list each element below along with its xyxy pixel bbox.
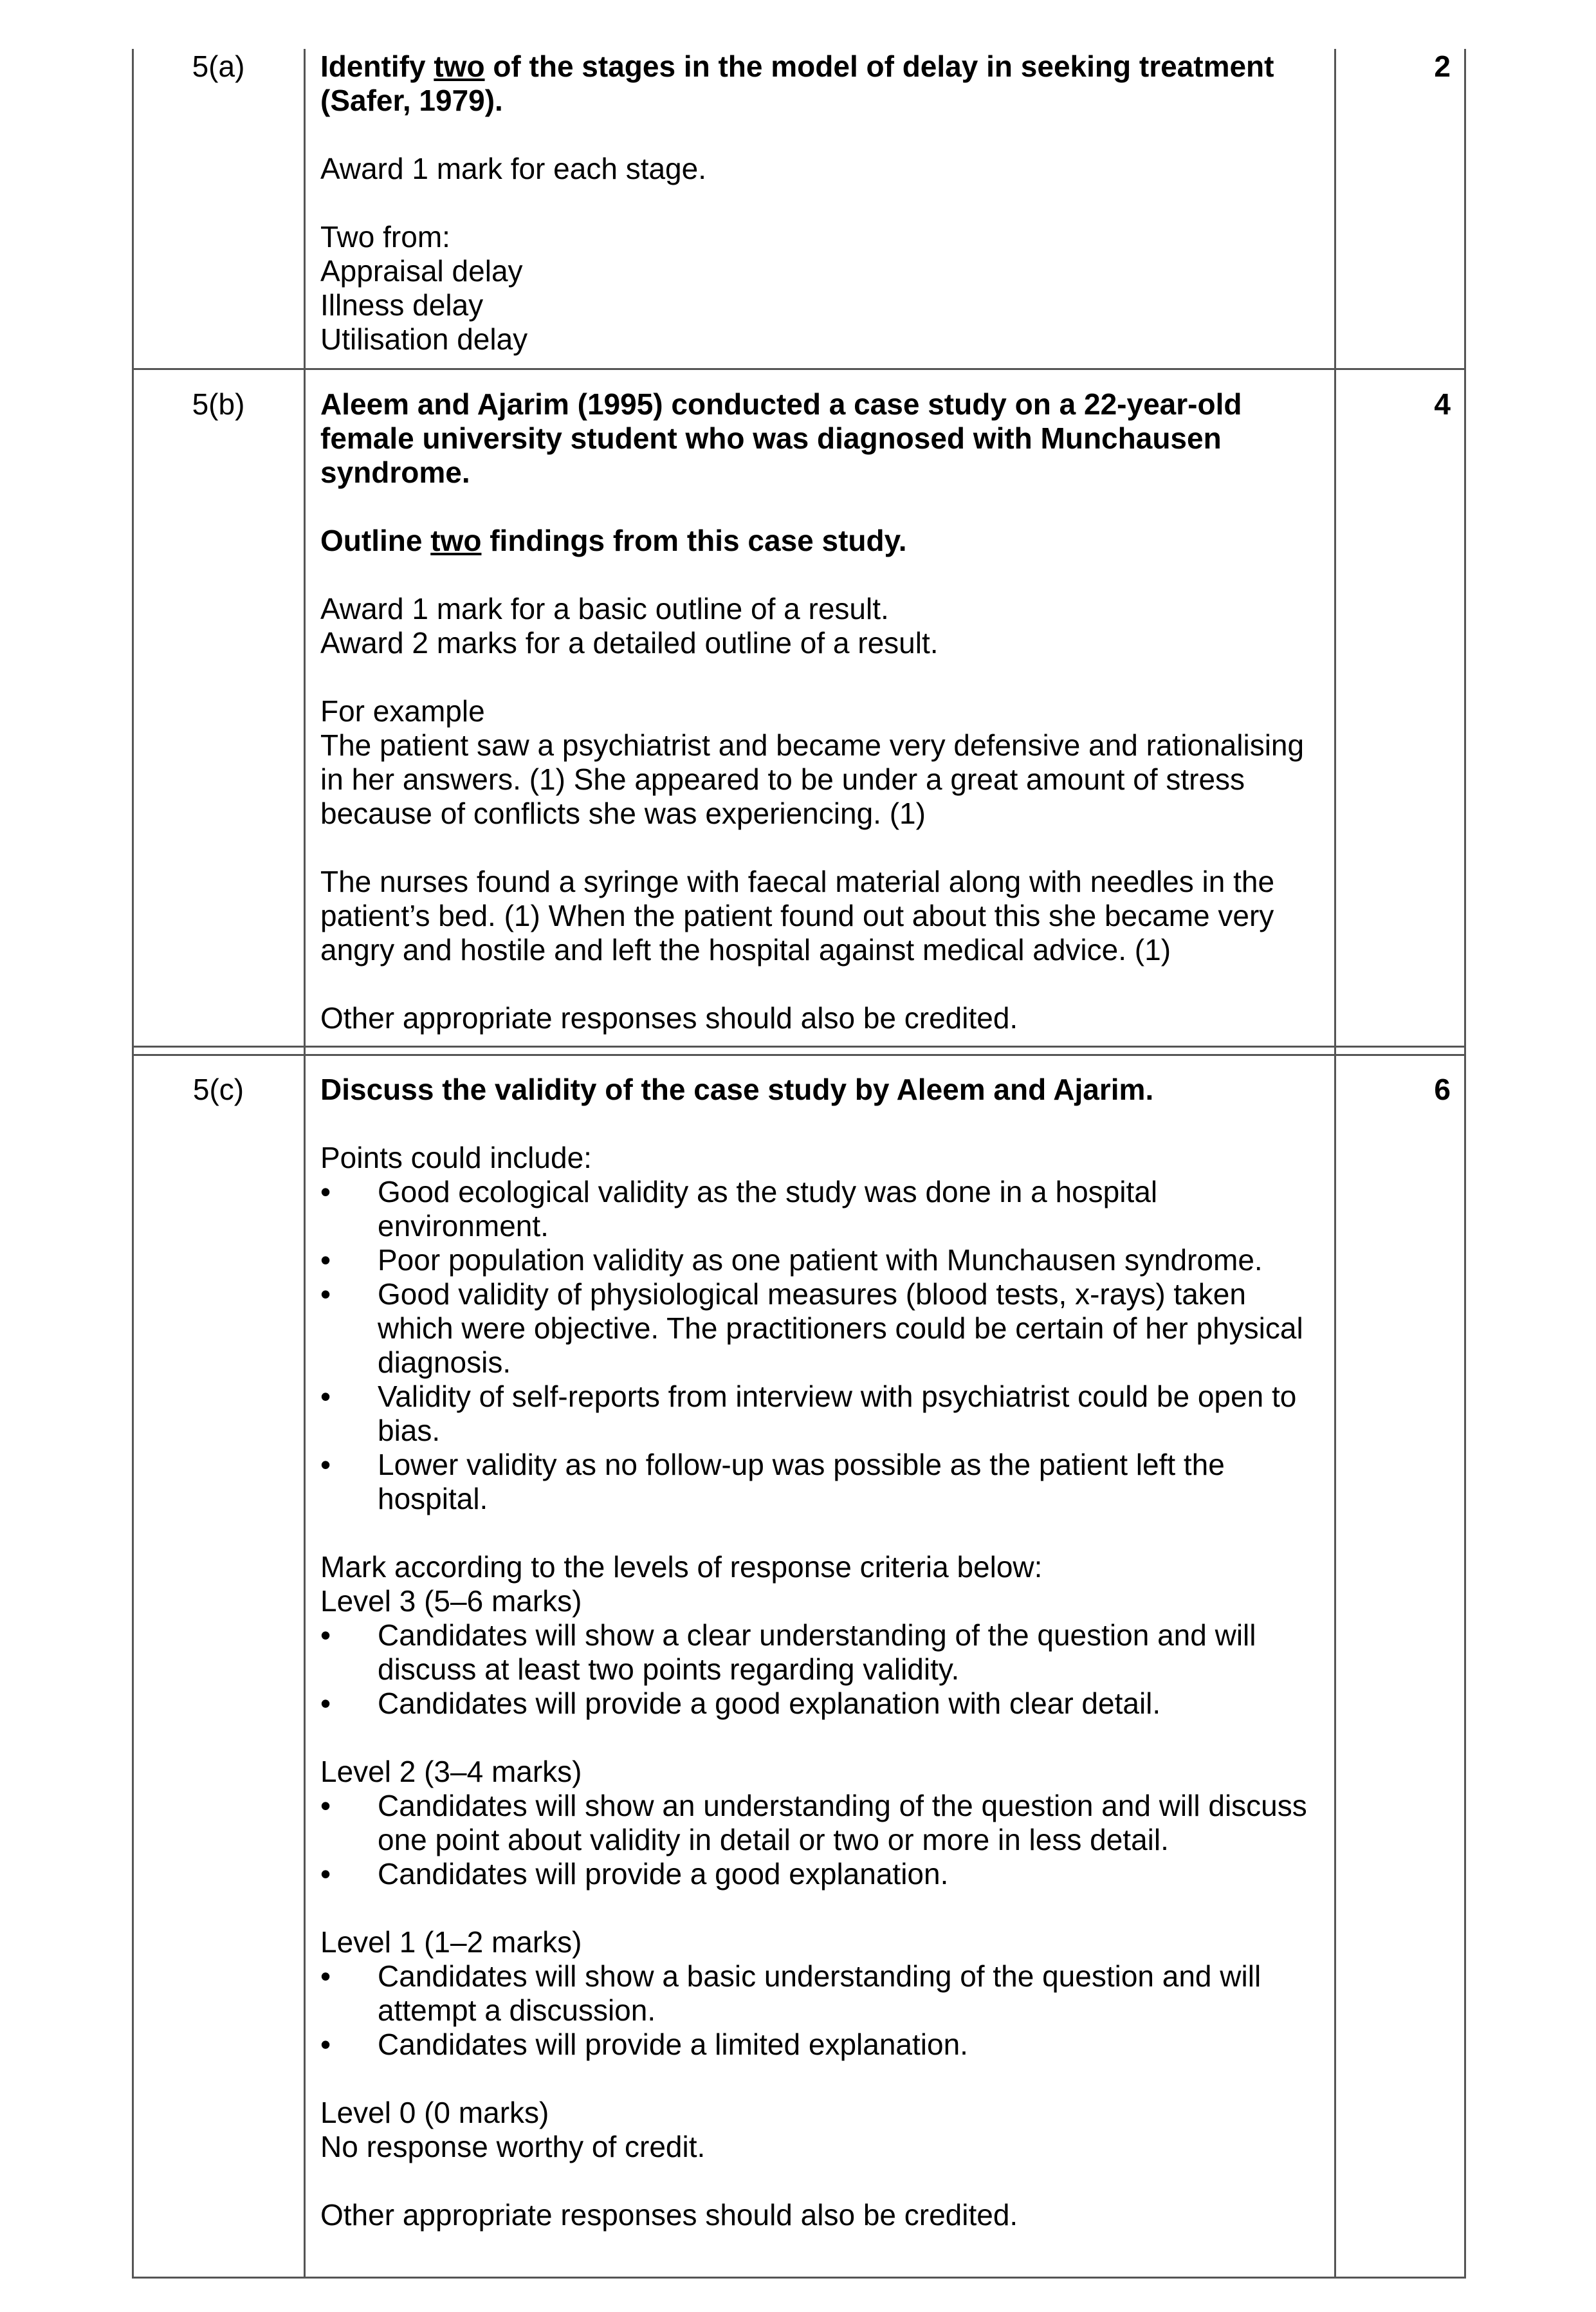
question-text: Discuss the validity of the case study by Aleem and Ajarim.	[320, 1073, 1154, 1106]
award-guidance: Award 1 mark for each stage.	[320, 152, 706, 185]
question-number: 5(b)	[192, 387, 245, 421]
answer-content	[320, 387, 1324, 1035]
answer-intro: Two from:	[320, 220, 450, 254]
question-text: Identify two of the stages in the model of delay in seeking treatment (Safer, 1979).	[320, 50, 1274, 117]
example-answer: The patient saw a psychiatrist and became very defensive and rationalising in her answers. (1) She appeared to be under a great amount of stress because of conflicts she was experiencing. (1)	[320, 728, 1305, 830]
list-item: • Candidates will provide a limited explanation.	[320, 2028, 968, 2061]
bullet-icon: •	[320, 1175, 331, 1208]
list-item: • Candidates will show a clear understanding of the question and will discuss at least two points regarding validity.	[320, 1618, 1256, 1686]
table-border-left	[132, 49, 134, 2278]
table-column-divider-2	[1334, 49, 1336, 2278]
criteria-intro: Mark according to the levels of response criteria below:	[320, 1550, 1043, 1584]
bullet-icon: •	[320, 1448, 331, 1481]
task-text: Outline two findings from this case study.	[320, 524, 907, 557]
answer-item: Appraisal delay	[320, 254, 523, 288]
marks-value: 2	[1434, 50, 1451, 83]
answer-content	[320, 50, 1324, 356]
answer-content	[320, 1073, 1324, 2232]
level-label: Level 0 (0 marks)	[320, 2096, 549, 2129]
list-item: • Good validity of physiological measures (blood tests, x-rays) taken which were objective. The practitioners could be certain of her physical diagnosis.	[320, 1277, 1303, 1379]
level-label: Level 2 (3–4 marks)	[320, 1755, 582, 1788]
bullet-icon: •	[320, 1959, 331, 1993]
list-item: • Candidates will show a basic understanding of the question and will attempt a discussion.	[320, 1959, 1261, 2027]
list-item: • Good ecological validity as the study was done in a hospital environment.	[320, 1175, 1158, 1243]
row-divider-a-b	[132, 368, 1466, 370]
list-item: • Lower validity as no follow-up was possible as the patient left the hospital.	[320, 1448, 1225, 1515]
marks-value: 4	[1434, 387, 1451, 421]
example-answer: The nurses found a syringe with faecal material along with needles in the patient’s bed. (1) When the patient found out about this she became very angry and hostile and left the hospital against medical advice. (1)	[320, 865, 1275, 966]
list-item: • Validity of self-reports from interview with psychiatrist could be open to bias.	[320, 1380, 1297, 1447]
bullet-icon: •	[320, 1380, 331, 1413]
award-guidance: Award 1 mark for a basic outline of a result.	[320, 592, 889, 625]
bullet-icon: •	[320, 1618, 331, 1652]
question-number: 5(c)	[192, 1073, 244, 1106]
bullet-icon: •	[320, 2028, 331, 2061]
level-description: No response worthy of credit.	[320, 2130, 706, 2163]
table-border-bottom	[132, 2277, 1466, 2279]
answer-item: Illness delay	[320, 288, 484, 322]
other-responses-note: Other appropriate responses should also be credited.	[320, 1001, 1018, 1035]
question-text: Aleem and Ajarim (1995) conducted a case study on a 22-year-old female university student who was diagnosed with Munchausen syndrome.	[320, 387, 1242, 489]
list-item: • Candidates will show an understanding of the question and will discuss one point about validity in detail or two or more in less detail.	[320, 1789, 1307, 1856]
list-item: • Poor population validity as one patient with Munchausen syndrome.	[320, 1243, 1263, 1277]
bullet-icon: •	[320, 1277, 331, 1311]
row-divider-b-c-bottom	[132, 1054, 1466, 1056]
level-label: Level 3 (5–6 marks)	[320, 1584, 582, 1618]
table-column-divider-1	[304, 49, 306, 2278]
other-responses-note: Other appropriate responses should also be credited.	[320, 2198, 1018, 2232]
answer-item: Utilisation delay	[320, 322, 528, 356]
row-divider-b-c-top	[132, 1046, 1466, 1048]
bullet-icon: •	[320, 1789, 331, 1822]
example-label: For example	[320, 694, 485, 728]
marks-value: 6	[1434, 1073, 1451, 1106]
award-guidance: Award 2 marks for a detailed outline of a result.	[320, 626, 939, 660]
level-label: Level 1 (1–2 marks)	[320, 1925, 582, 1959]
table-border-right	[1464, 49, 1466, 2278]
bullet-icon: •	[320, 1687, 331, 1720]
bullet-icon: •	[320, 1243, 331, 1277]
points-label: Points could include:	[320, 1141, 592, 1174]
list-item: • Candidates will provide a good explanation.	[320, 1857, 949, 1891]
question-number: 5(a)	[192, 50, 245, 83]
list-item: • Candidates will provide a good explanation with clear detail.	[320, 1687, 1161, 1720]
bullet-icon: •	[320, 1857, 331, 1891]
